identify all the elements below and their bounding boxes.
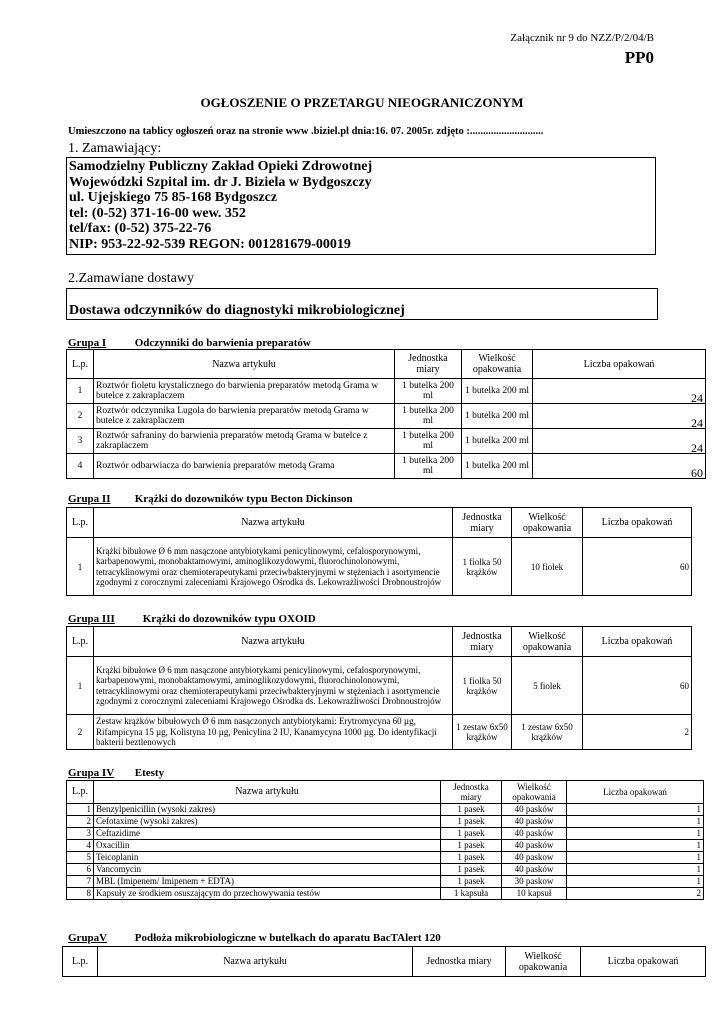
group-label: GrupaV [68,932,108,944]
col-lp: L.p. [67,508,94,538]
col-name: Nazwa artykułu [98,947,413,977]
col-name: Nazwa artykułu [94,781,441,804]
attachment-note: Załącznik nr 9 do NZZ/P/2/04/B [510,32,654,44]
orderer-line: tel: (0-52) 371-16-00 wew. 352 [69,205,246,221]
table-row: 6 Vancomycin 1 pasek 40 pasków 1 [67,864,704,876]
table-row: 2 Roztwór odczynnika Lugola do barwienia preparatów metodą Grama w butelce z zakraplaczem 1 butelka 200 ml 1 butelka 200 ml 24 [67,404,706,429]
orderer-line: ul. Ujejskiego 75 85-168 Bydgoszcz [69,190,278,206]
group-label: Grupa III [68,613,115,625]
section-2-heading: 2.Zamawiane dostawy [68,271,194,286]
col-unit: Jednostka miary [453,508,512,538]
group-5-table [62,946,706,977]
table-row: 2 Cefotaxime (wysoki zakres) 1 pasek 40 pasków 1 [67,816,704,828]
col-pack: Wielkość opakowania [512,508,583,538]
col-pack: Wielkość opakowania [512,627,583,657]
group-3-table [66,626,692,750]
table-row: 8 Kapsuły ze środkiem osuszającym do przechowywania testów 1 kapsuła 10 kapsuł 2 [67,888,704,900]
col-unit: Jednostka miary [441,781,502,804]
col-pack: Wielkość opakowania [502,781,567,804]
group-label: Grupa II [68,493,111,505]
group-2-heading [68,493,353,505]
table-row: 3 Ceftazidime 1 pasek 40 pasków 1 [67,828,704,840]
group-label: Grupa IV [68,767,115,779]
col-count: Liczba opakowań [567,781,704,804]
table-row: 4 Oxacillin 1 pasek 40 pasków 1 [67,840,704,852]
col-pack: Wielkość opakowania [506,947,581,977]
col-lp: L.p. [63,947,98,977]
group-title: Odczynniki do barwienia preparatów [134,337,311,349]
col-lp: L.p. [67,781,94,804]
document-code: PP0 [624,48,654,67]
col-pack: Wielkość opakowania [462,350,533,379]
table-row: 4 Roztwór odbarwiacza do barwienia preparatów metodą Grama 1 butelka 200 ml 1 butelka 200 ml 60 [67,454,706,479]
group-2-table [66,507,692,596]
group-5-heading [68,932,441,944]
group-1-heading [68,337,311,349]
col-name: Nazwa artykułu [94,627,453,657]
table-row: 3 Roztwór safraniny do barwienia preparatów metodą Grama w butelce z zakraplaczem 1 butelka 200 ml 1 butelka 200 ml 24 [67,429,706,454]
table-row: 2 Zestaw krążków bibułowych Ø 6 mm nasączonych antybiotykami: Erytromycyna 60 µg, Rifampicyna 15 µg, Kolistyna 10 µg, Penicylina 2 IU, Kanamycyna 1000 µg. Do identyfikacji bakterii beztlenowych 1 zestaw 6x50 krążków 1 zestaw 6x50 krążków 2 [67,715,692,750]
col-unit: Jednostka miary [413,947,506,977]
group-title: Krążki do dozowników typu OXOID [142,613,316,625]
group-title: Krążki do dozowników typu Becton Dickinson [134,493,353,505]
col-lp: L.p. [67,627,94,657]
col-unit: Jednostka miary [453,627,512,657]
group-4-heading [68,767,164,779]
table-row: 1 Krążki bibułowe Ø 6 mm nasączone antybiotykami penicylinowymi, cefalosporynowymi, karbapenowymi, monobaktamowymi, aminoglikozydowymi, fluorochinolonowymi, tetracyklinowymi oraz chemioterapeutykami przeciwbakteryjnymi w stężeniach i asortymencie zgodnymi z corocznymi zaleceniami Krajowego Ośrodka ds. Lekowrażliwości Drobnoustrojów 1 fiolka 50 krążków 10 fiolek 60 [67,538,692,596]
order-subject: Dostawa odczynników do diagnostyki mikrobiologicznej [66,288,658,320]
col-lp: L.p. [67,350,94,379]
col-unit: Jednostka miary [395,350,462,379]
page-title: OGŁOSZENIE O PRZETARGU NIEOGRANICZONYM [200,95,524,110]
table-row: 1 Krążki bibułowe Ø 6 mm nasączone antybiotykami penicylinowymi, cefalosporynowymi, karbapenowymi, monobaktamowymi, aminoglikozydowymi, fluorochinolonowymi, tetracyklinowymi oraz chemioterapeutykami przeciwbakteryjnymi w stężeniach i asortymencie zgodnymi z corocznymi zaleceniami Krajowego Ośrodka ds. Lekowrażliwości Drobnoustrojów 1 fiolka 50 krążków 5 fiolek 60 [67,657,692,715]
group-1-table [66,349,706,479]
col-count: Liczba opakowań [533,350,706,379]
table-row: 5 Teicoplanin 1 pasek 40 paskow 1 [67,852,704,864]
orderer-line: Samodzielny Publiczny Zakład Opieki Zdrowotnej [69,159,373,174]
table-row: 7 MBL (Imipenem/ Imipenem + EDTA) 1 pasek 30 paskow 1 [67,876,704,888]
section-1-heading: 1. Zamawiający: [68,141,162,156]
group-3-heading [68,613,316,625]
table-row: 1 Roztwór fioletu krystalicznego do barwienia preparatów metodą Grama w butelce z zakraplaczem 1 butelka 200 ml 1 butelka 200 ml 24 [67,379,706,404]
col-count: Liczba opakowań [583,627,692,657]
group-4-table [66,780,704,900]
group-label: Grupa I [68,337,107,349]
col-count: Liczba opakowań [583,508,692,538]
group-title: Podłoża mikrobiologiczne w butelkach do aparatu BacTAlert 120 [134,932,441,944]
col-count: Liczba opakowań [581,947,706,977]
group-title: Etesty [134,767,165,779]
col-name: Nazwa artykułu [94,508,453,538]
orderer-line: NIP: 953-22-92-539 REGON: 001281679-00019 [69,236,351,252]
orderer-line: Wojewódzki Szpital im. dr J. Biziela w Bydgoszczy [69,174,372,190]
table-row: 1 Benzylpenicillin (wysoki zakres) 1 pasek 40 pasków 1 [67,804,704,816]
col-name: Nazwa artykułu [94,350,395,379]
posting-info: Umieszczono na tablicy ogłoszeń oraz na stronie www .biziel.pl dnia:16. 07. 2005r. zdjęto :............................ [68,126,544,137]
orderer-box [66,157,656,255]
orderer-line: tel/fax: (0-52) 375-22-76 [69,221,212,237]
